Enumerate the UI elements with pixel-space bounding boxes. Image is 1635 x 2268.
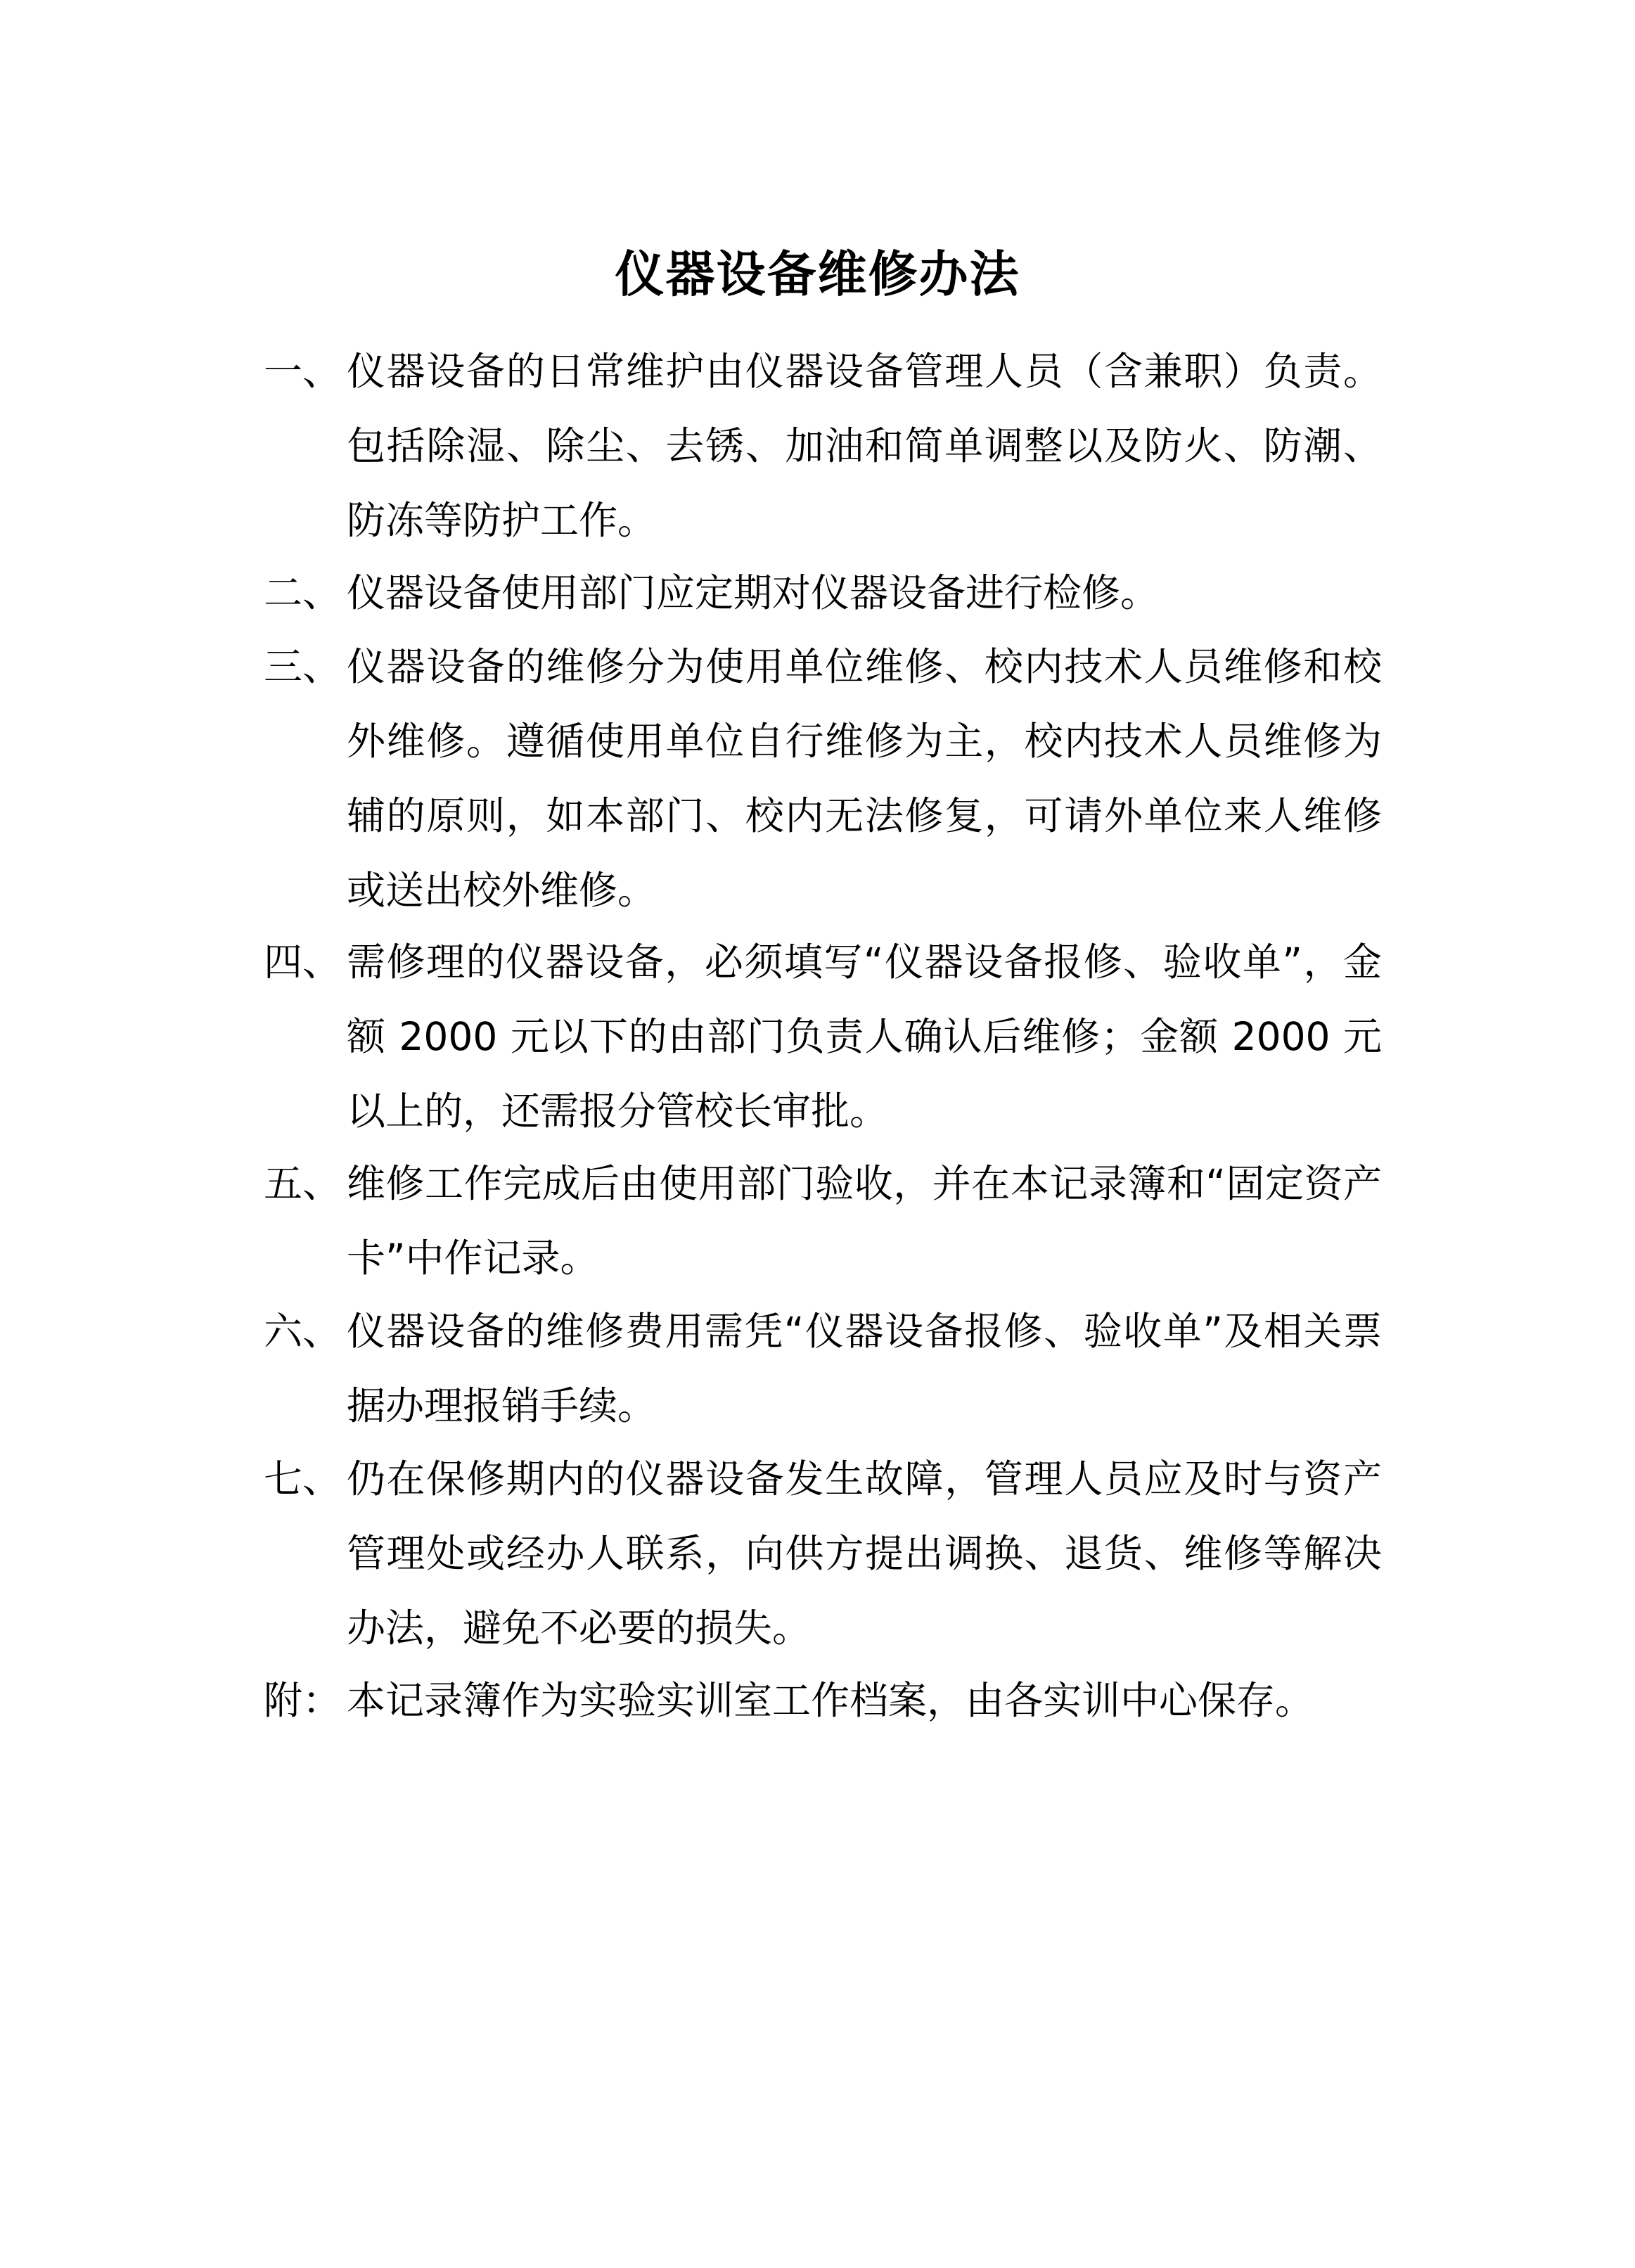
clause-label: 四、 xyxy=(264,940,342,985)
clause-6 xyxy=(264,1294,1382,1443)
clause-label: 五、 xyxy=(264,1161,342,1206)
clause-1 xyxy=(264,334,1382,558)
clause-7 xyxy=(264,1442,1382,1665)
clause-text: 仪器设备使用部门应定期对仪器设备进行检修。 xyxy=(347,570,1160,615)
clause-label: 二、 xyxy=(264,570,342,615)
appendix-note xyxy=(264,1663,1382,1738)
clause-4 xyxy=(264,925,1382,1148)
clause-label: 一、 xyxy=(264,349,342,394)
clause-text: 仪器设备的日常维护由仪器设备管理人员（含兼职）负责。包括除湿、除尘、去锈、加油和简单调整以及防火、防潮、防冻等防护工作。 xyxy=(347,349,1382,543)
clause-text: 维修工作完成后由使用部门验收，并在本记录簿和“固定资产卡”中作记录。 xyxy=(347,1161,1382,1281)
clause-3 xyxy=(264,629,1382,928)
clause-2 xyxy=(264,556,1382,630)
clause-label: 六、 xyxy=(264,1309,342,1354)
page-title: 仪器设备维修办法 xyxy=(615,245,1020,303)
clause-text: 需修理的仪器设备，必须填写“仪器设备报修、验收单”，金额 2000 元以下的由部门负责人确认后维修；金额 2000 元以上的，还需报分管校长审批。 xyxy=(347,940,1382,1134)
clause-text: 仍在保修期内的仪器设备发生故障，管理人员应及时与资产管理处或经办人联系，向供方提出调换、退货、维修等解决办法，避免不必要的损失。 xyxy=(347,1456,1382,1651)
clause-text: 仪器设备的维修分为使用单位维修、校内技术人员维修和校外维修。遵循使用单位自行维修为主，校内技术人员维修为辅的原则，如本部门、校内无法修复，可请外单位来人维修或送出校外维修。 xyxy=(347,644,1382,913)
clause-label: 七、 xyxy=(264,1456,342,1501)
appendix-text: 本记录簿作为实验实训室工作档案，由各实训中心保存。 xyxy=(347,1678,1314,1723)
appendix-label: 附： xyxy=(264,1678,342,1723)
clause-5 xyxy=(264,1146,1382,1295)
clause-label: 三、 xyxy=(264,644,342,689)
clause-text: 仪器设备的维修费用需凭“仪器设备报修、验收单”及相关票据办理报销手续。 xyxy=(347,1309,1382,1428)
